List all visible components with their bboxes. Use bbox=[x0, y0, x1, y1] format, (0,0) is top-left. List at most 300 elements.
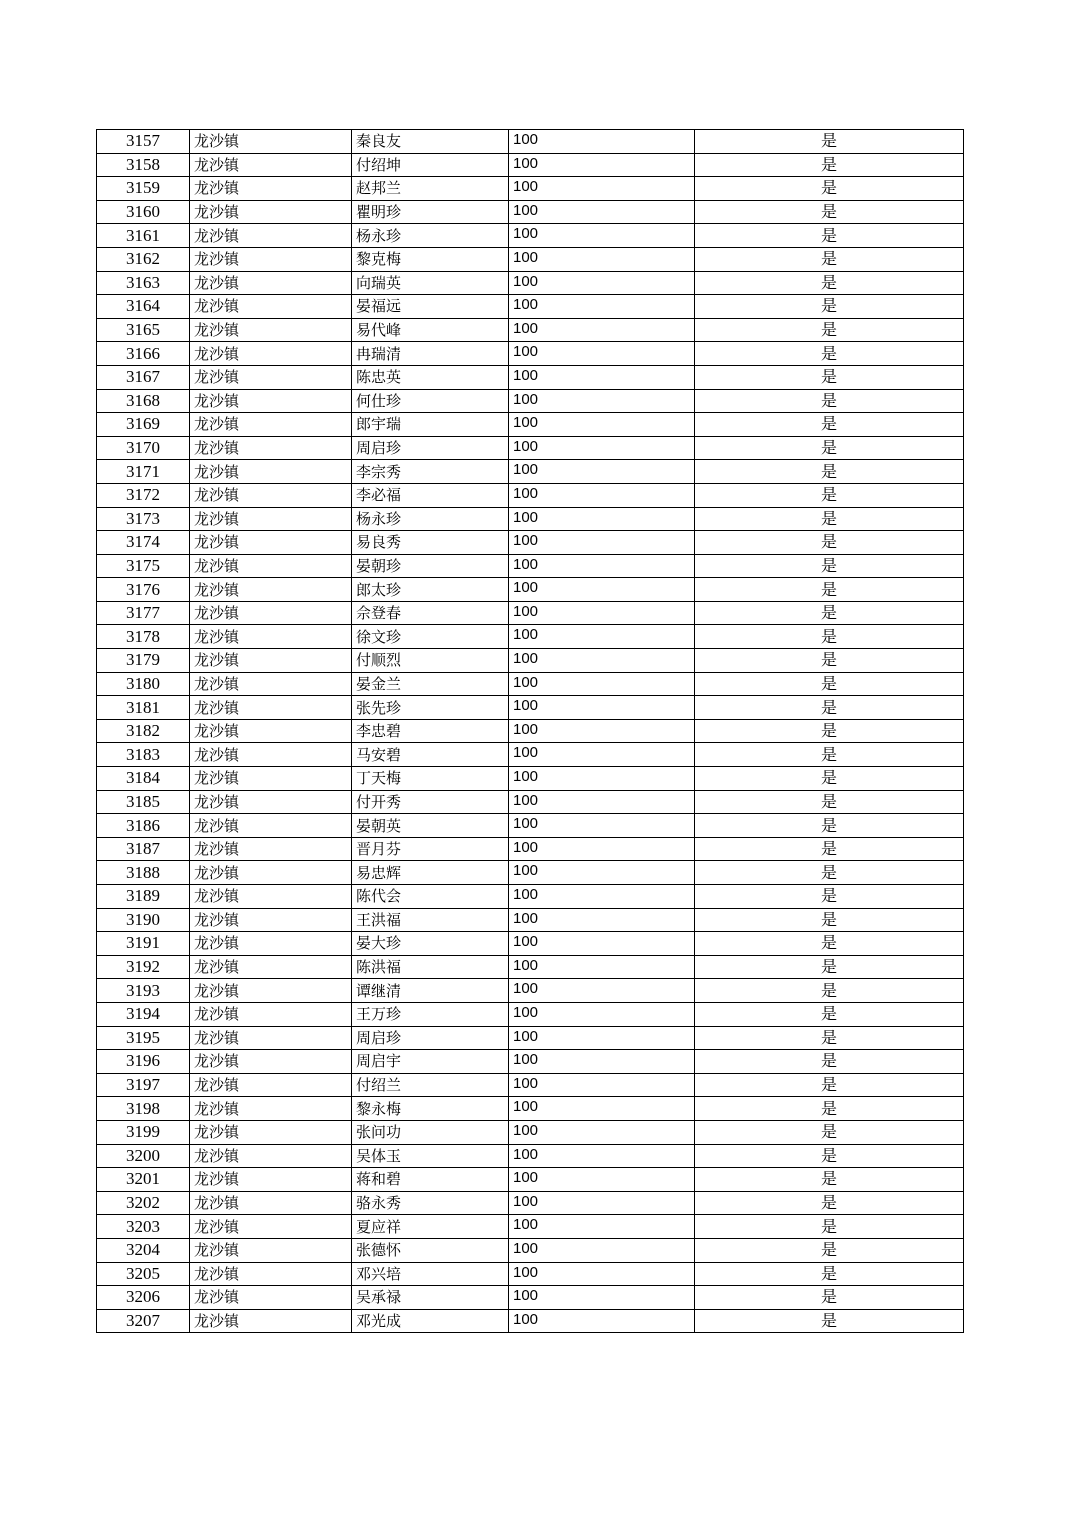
flag-cell: 是 bbox=[695, 247, 964, 271]
amount-cell: 100 bbox=[509, 271, 695, 295]
table-row bbox=[97, 436, 964, 460]
row-number-cell: 3162 bbox=[97, 247, 190, 271]
flag-cell: 是 bbox=[695, 1026, 964, 1050]
town-cell: 龙沙镇 bbox=[190, 318, 352, 342]
flag-cell: 是 bbox=[695, 932, 964, 956]
row-number-cell: 3181 bbox=[97, 696, 190, 720]
table-row bbox=[97, 625, 964, 649]
table-row bbox=[97, 413, 964, 437]
person-name-cell: 陈代会 bbox=[352, 885, 509, 909]
flag-cell: 是 bbox=[695, 696, 964, 720]
table-row bbox=[97, 365, 964, 389]
flag-cell: 是 bbox=[695, 649, 964, 673]
row-number-cell: 3183 bbox=[97, 743, 190, 767]
amount-cell: 100 bbox=[509, 979, 695, 1003]
table-row bbox=[97, 295, 964, 319]
flag-cell: 是 bbox=[695, 483, 964, 507]
flag-cell: 是 bbox=[695, 318, 964, 342]
amount-cell: 100 bbox=[509, 1286, 695, 1310]
row-number-cell: 3201 bbox=[97, 1168, 190, 1192]
person-name-cell: 李宗秀 bbox=[352, 460, 509, 484]
amount-cell: 100 bbox=[509, 1026, 695, 1050]
amount-cell: 100 bbox=[509, 578, 695, 602]
row-number-cell: 3160 bbox=[97, 200, 190, 224]
row-number-cell: 3167 bbox=[97, 365, 190, 389]
person-name-cell: 何仕珍 bbox=[352, 389, 509, 413]
town-cell: 龙沙镇 bbox=[190, 1309, 352, 1333]
amount-cell: 100 bbox=[509, 389, 695, 413]
row-number-cell: 3204 bbox=[97, 1238, 190, 1262]
person-name-cell: 徐文珍 bbox=[352, 625, 509, 649]
amount-cell: 100 bbox=[509, 861, 695, 885]
amount-cell: 100 bbox=[509, 200, 695, 224]
town-cell: 龙沙镇 bbox=[190, 554, 352, 578]
amount-cell: 100 bbox=[509, 790, 695, 814]
table-row bbox=[97, 1168, 964, 1192]
amount-cell: 100 bbox=[509, 625, 695, 649]
table-row bbox=[97, 177, 964, 201]
town-cell: 龙沙镇 bbox=[190, 365, 352, 389]
person-name-cell: 李必福 bbox=[352, 483, 509, 507]
table-row bbox=[97, 955, 964, 979]
flag-cell: 是 bbox=[695, 295, 964, 319]
amount-cell: 100 bbox=[509, 130, 695, 154]
data-table bbox=[96, 129, 964, 1333]
flag-cell: 是 bbox=[695, 719, 964, 743]
row-number-cell: 3189 bbox=[97, 885, 190, 909]
amount-cell: 100 bbox=[509, 837, 695, 861]
town-cell: 龙沙镇 bbox=[190, 908, 352, 932]
table-row bbox=[97, 649, 964, 673]
table-row bbox=[97, 908, 964, 932]
amount-cell: 100 bbox=[509, 1002, 695, 1026]
row-number-cell: 3197 bbox=[97, 1073, 190, 1097]
town-cell: 龙沙镇 bbox=[190, 979, 352, 1003]
person-name-cell: 丁天梅 bbox=[352, 767, 509, 791]
table-row bbox=[97, 932, 964, 956]
flag-cell: 是 bbox=[695, 224, 964, 248]
person-name-cell: 蒋和碧 bbox=[352, 1168, 509, 1192]
town-cell: 龙沙镇 bbox=[190, 342, 352, 366]
amount-cell: 100 bbox=[509, 460, 695, 484]
table-row bbox=[97, 1191, 964, 1215]
flag-cell: 是 bbox=[695, 413, 964, 437]
row-number-cell: 3175 bbox=[97, 554, 190, 578]
town-cell: 龙沙镇 bbox=[190, 649, 352, 673]
town-cell: 龙沙镇 bbox=[190, 483, 352, 507]
row-number-cell: 3170 bbox=[97, 436, 190, 460]
table-row bbox=[97, 1309, 964, 1333]
amount-cell: 100 bbox=[509, 1191, 695, 1215]
town-cell: 龙沙镇 bbox=[190, 1262, 352, 1286]
row-number-cell: 3194 bbox=[97, 1002, 190, 1026]
table-row bbox=[97, 861, 964, 885]
row-number-cell: 3199 bbox=[97, 1120, 190, 1144]
table-row bbox=[97, 531, 964, 555]
flag-cell: 是 bbox=[695, 814, 964, 838]
row-number-cell: 3168 bbox=[97, 389, 190, 413]
row-number-cell: 3164 bbox=[97, 295, 190, 319]
row-number-cell: 3163 bbox=[97, 271, 190, 295]
row-number-cell: 3177 bbox=[97, 601, 190, 625]
table-row bbox=[97, 979, 964, 1003]
row-number-cell: 3195 bbox=[97, 1026, 190, 1050]
person-name-cell: 付绍兰 bbox=[352, 1073, 509, 1097]
row-number-cell: 3174 bbox=[97, 531, 190, 555]
flag-cell: 是 bbox=[695, 908, 964, 932]
amount-cell: 100 bbox=[509, 743, 695, 767]
town-cell: 龙沙镇 bbox=[190, 1120, 352, 1144]
table-row bbox=[97, 247, 964, 271]
table-row bbox=[97, 153, 964, 177]
amount-cell: 100 bbox=[509, 153, 695, 177]
person-name-cell: 邓兴培 bbox=[352, 1262, 509, 1286]
flag-cell: 是 bbox=[695, 436, 964, 460]
amount-cell: 100 bbox=[509, 295, 695, 319]
amount-cell: 100 bbox=[509, 1050, 695, 1074]
town-cell: 龙沙镇 bbox=[190, 767, 352, 791]
person-name-cell: 瞿明珍 bbox=[352, 200, 509, 224]
row-number-cell: 3205 bbox=[97, 1262, 190, 1286]
row-number-cell: 3182 bbox=[97, 719, 190, 743]
flag-cell: 是 bbox=[695, 389, 964, 413]
amount-cell: 100 bbox=[509, 1144, 695, 1168]
row-number-cell: 3202 bbox=[97, 1191, 190, 1215]
town-cell: 龙沙镇 bbox=[190, 1238, 352, 1262]
person-name-cell: 杨永珍 bbox=[352, 224, 509, 248]
town-cell: 龙沙镇 bbox=[190, 295, 352, 319]
table-row bbox=[97, 696, 964, 720]
table-row bbox=[97, 814, 964, 838]
table-row bbox=[97, 1026, 964, 1050]
table-row bbox=[97, 1120, 964, 1144]
flag-cell: 是 bbox=[695, 1097, 964, 1121]
person-name-cell: 秦良友 bbox=[352, 130, 509, 154]
amount-cell: 100 bbox=[509, 436, 695, 460]
amount-cell: 100 bbox=[509, 413, 695, 437]
table-row bbox=[97, 483, 964, 507]
flag-cell: 是 bbox=[695, 979, 964, 1003]
town-cell: 龙沙镇 bbox=[190, 153, 352, 177]
row-number-cell: 3206 bbox=[97, 1286, 190, 1310]
town-cell: 龙沙镇 bbox=[190, 696, 352, 720]
person-name-cell: 郎宇瑞 bbox=[352, 413, 509, 437]
row-number-cell: 3192 bbox=[97, 955, 190, 979]
person-name-cell: 周启宇 bbox=[352, 1050, 509, 1074]
town-cell: 龙沙镇 bbox=[190, 1002, 352, 1026]
amount-cell: 100 bbox=[509, 1168, 695, 1192]
row-number-cell: 3166 bbox=[97, 342, 190, 366]
person-name-cell: 谭继清 bbox=[352, 979, 509, 1003]
flag-cell: 是 bbox=[695, 365, 964, 389]
town-cell: 龙沙镇 bbox=[190, 814, 352, 838]
row-number-cell: 3173 bbox=[97, 507, 190, 531]
flag-cell: 是 bbox=[695, 578, 964, 602]
person-name-cell: 杨永珍 bbox=[352, 507, 509, 531]
person-name-cell: 李忠碧 bbox=[352, 719, 509, 743]
flag-cell: 是 bbox=[695, 460, 964, 484]
amount-cell: 100 bbox=[509, 483, 695, 507]
row-number-cell: 3159 bbox=[97, 177, 190, 201]
amount-cell: 100 bbox=[509, 1120, 695, 1144]
amount-cell: 100 bbox=[509, 885, 695, 909]
flag-cell: 是 bbox=[695, 177, 964, 201]
table-row bbox=[97, 389, 964, 413]
row-number-cell: 3203 bbox=[97, 1215, 190, 1239]
table-row bbox=[97, 554, 964, 578]
person-name-cell: 晏大珍 bbox=[352, 932, 509, 956]
amount-cell: 100 bbox=[509, 1097, 695, 1121]
row-number-cell: 3180 bbox=[97, 672, 190, 696]
town-cell: 龙沙镇 bbox=[190, 200, 352, 224]
town-cell: 龙沙镇 bbox=[190, 460, 352, 484]
amount-cell: 100 bbox=[509, 318, 695, 342]
person-name-cell: 晏朝珍 bbox=[352, 554, 509, 578]
person-name-cell: 王万珍 bbox=[352, 1002, 509, 1026]
amount-cell: 100 bbox=[509, 814, 695, 838]
town-cell: 龙沙镇 bbox=[190, 885, 352, 909]
person-name-cell: 付绍坤 bbox=[352, 153, 509, 177]
town-cell: 龙沙镇 bbox=[190, 130, 352, 154]
amount-cell: 100 bbox=[509, 955, 695, 979]
flag-cell: 是 bbox=[695, 153, 964, 177]
town-cell: 龙沙镇 bbox=[190, 743, 352, 767]
person-name-cell: 张德怀 bbox=[352, 1238, 509, 1262]
person-name-cell: 王洪福 bbox=[352, 908, 509, 932]
person-name-cell: 晏金兰 bbox=[352, 672, 509, 696]
row-number-cell: 3193 bbox=[97, 979, 190, 1003]
table-row bbox=[97, 1262, 964, 1286]
flag-cell: 是 bbox=[695, 1120, 964, 1144]
town-cell: 龙沙镇 bbox=[190, 507, 352, 531]
flag-cell: 是 bbox=[695, 1050, 964, 1074]
person-name-cell: 易忠辉 bbox=[352, 861, 509, 885]
person-name-cell: 付顺烈 bbox=[352, 649, 509, 673]
table-row bbox=[97, 460, 964, 484]
flag-cell: 是 bbox=[695, 837, 964, 861]
flag-cell: 是 bbox=[695, 1215, 964, 1239]
flag-cell: 是 bbox=[695, 200, 964, 224]
town-cell: 龙沙镇 bbox=[190, 1073, 352, 1097]
table-row bbox=[97, 885, 964, 909]
table-row bbox=[97, 130, 964, 154]
flag-cell: 是 bbox=[695, 1144, 964, 1168]
town-cell: 龙沙镇 bbox=[190, 932, 352, 956]
person-name-cell: 郎太珍 bbox=[352, 578, 509, 602]
town-cell: 龙沙镇 bbox=[190, 1026, 352, 1050]
person-name-cell: 黎克梅 bbox=[352, 247, 509, 271]
person-name-cell: 黎永梅 bbox=[352, 1097, 509, 1121]
town-cell: 龙沙镇 bbox=[190, 719, 352, 743]
row-number-cell: 3186 bbox=[97, 814, 190, 838]
amount-cell: 100 bbox=[509, 601, 695, 625]
table-row bbox=[97, 507, 964, 531]
person-name-cell: 夏应祥 bbox=[352, 1215, 509, 1239]
table-row bbox=[97, 719, 964, 743]
town-cell: 龙沙镇 bbox=[190, 837, 352, 861]
flag-cell: 是 bbox=[695, 1238, 964, 1262]
row-number-cell: 3207 bbox=[97, 1309, 190, 1333]
flag-cell: 是 bbox=[695, 1309, 964, 1333]
town-cell: 龙沙镇 bbox=[190, 531, 352, 555]
row-number-cell: 3198 bbox=[97, 1097, 190, 1121]
person-name-cell: 赵邦兰 bbox=[352, 177, 509, 201]
amount-cell: 100 bbox=[509, 554, 695, 578]
table-row bbox=[97, 790, 964, 814]
flag-cell: 是 bbox=[695, 601, 964, 625]
table-row bbox=[97, 1002, 964, 1026]
town-cell: 龙沙镇 bbox=[190, 625, 352, 649]
town-cell: 龙沙镇 bbox=[190, 1097, 352, 1121]
amount-cell: 100 bbox=[509, 1215, 695, 1239]
row-number-cell: 3179 bbox=[97, 649, 190, 673]
table-row bbox=[97, 672, 964, 696]
table-row bbox=[97, 318, 964, 342]
amount-cell: 100 bbox=[509, 1073, 695, 1097]
person-name-cell: 邓光成 bbox=[352, 1309, 509, 1333]
person-name-cell: 马安碧 bbox=[352, 743, 509, 767]
person-name-cell: 陈洪福 bbox=[352, 955, 509, 979]
person-name-cell: 周启珍 bbox=[352, 1026, 509, 1050]
flag-cell: 是 bbox=[695, 130, 964, 154]
flag-cell: 是 bbox=[695, 1262, 964, 1286]
person-name-cell: 张问功 bbox=[352, 1120, 509, 1144]
town-cell: 龙沙镇 bbox=[190, 1168, 352, 1192]
row-number-cell: 3176 bbox=[97, 578, 190, 602]
row-number-cell: 3191 bbox=[97, 932, 190, 956]
table-row bbox=[97, 601, 964, 625]
person-name-cell: 晋月芬 bbox=[352, 837, 509, 861]
flag-cell: 是 bbox=[695, 271, 964, 295]
table-row bbox=[97, 224, 964, 248]
amount-cell: 100 bbox=[509, 365, 695, 389]
town-cell: 龙沙镇 bbox=[190, 955, 352, 979]
town-cell: 龙沙镇 bbox=[190, 436, 352, 460]
flag-cell: 是 bbox=[695, 767, 964, 791]
person-name-cell: 吴承禄 bbox=[352, 1286, 509, 1310]
person-name-cell: 易代峰 bbox=[352, 318, 509, 342]
table-row bbox=[97, 837, 964, 861]
table-row bbox=[97, 578, 964, 602]
town-cell: 龙沙镇 bbox=[190, 601, 352, 625]
row-number-cell: 3161 bbox=[97, 224, 190, 248]
row-number-cell: 3169 bbox=[97, 413, 190, 437]
person-name-cell: 易良秀 bbox=[352, 531, 509, 555]
amount-cell: 100 bbox=[509, 247, 695, 271]
person-name-cell: 晏福远 bbox=[352, 295, 509, 319]
row-number-cell: 3187 bbox=[97, 837, 190, 861]
town-cell: 龙沙镇 bbox=[190, 861, 352, 885]
amount-cell: 100 bbox=[509, 932, 695, 956]
person-name-cell: 周启珍 bbox=[352, 436, 509, 460]
table-row bbox=[97, 1238, 964, 1262]
flag-cell: 是 bbox=[695, 790, 964, 814]
flag-cell: 是 bbox=[695, 625, 964, 649]
row-number-cell: 3188 bbox=[97, 861, 190, 885]
town-cell: 龙沙镇 bbox=[190, 578, 352, 602]
amount-cell: 100 bbox=[509, 696, 695, 720]
person-name-cell: 冉瑞清 bbox=[352, 342, 509, 366]
flag-cell: 是 bbox=[695, 1168, 964, 1192]
amount-cell: 100 bbox=[509, 224, 695, 248]
flag-cell: 是 bbox=[695, 342, 964, 366]
table-row bbox=[97, 342, 964, 366]
flag-cell: 是 bbox=[695, 1073, 964, 1097]
town-cell: 龙沙镇 bbox=[190, 1286, 352, 1310]
table-row bbox=[97, 1050, 964, 1074]
person-name-cell: 吴体玉 bbox=[352, 1144, 509, 1168]
town-cell: 龙沙镇 bbox=[190, 247, 352, 271]
amount-cell: 100 bbox=[509, 531, 695, 555]
flag-cell: 是 bbox=[695, 554, 964, 578]
person-name-cell: 向瑞英 bbox=[352, 271, 509, 295]
town-cell: 龙沙镇 bbox=[190, 271, 352, 295]
flag-cell: 是 bbox=[695, 531, 964, 555]
row-number-cell: 3171 bbox=[97, 460, 190, 484]
amount-cell: 100 bbox=[509, 719, 695, 743]
row-number-cell: 3178 bbox=[97, 625, 190, 649]
table-row bbox=[97, 767, 964, 791]
row-number-cell: 3196 bbox=[97, 1050, 190, 1074]
amount-cell: 100 bbox=[509, 177, 695, 201]
row-number-cell: 3190 bbox=[97, 908, 190, 932]
person-name-cell: 陈忠英 bbox=[352, 365, 509, 389]
amount-cell: 100 bbox=[509, 908, 695, 932]
amount-cell: 100 bbox=[509, 672, 695, 696]
row-number-cell: 3172 bbox=[97, 483, 190, 507]
flag-cell: 是 bbox=[695, 885, 964, 909]
flag-cell: 是 bbox=[695, 861, 964, 885]
row-number-cell: 3165 bbox=[97, 318, 190, 342]
row-number-cell: 3200 bbox=[97, 1144, 190, 1168]
amount-cell: 100 bbox=[509, 767, 695, 791]
person-name-cell: 付开秀 bbox=[352, 790, 509, 814]
table-row bbox=[97, 271, 964, 295]
flag-cell: 是 bbox=[695, 743, 964, 767]
table-row bbox=[97, 1286, 964, 1310]
flag-cell: 是 bbox=[695, 1191, 964, 1215]
town-cell: 龙沙镇 bbox=[190, 1191, 352, 1215]
table-row bbox=[97, 1073, 964, 1097]
flag-cell: 是 bbox=[695, 672, 964, 696]
row-number-cell: 3185 bbox=[97, 790, 190, 814]
flag-cell: 是 bbox=[695, 507, 964, 531]
table-row bbox=[97, 200, 964, 224]
town-cell: 龙沙镇 bbox=[190, 790, 352, 814]
amount-cell: 100 bbox=[509, 1238, 695, 1262]
town-cell: 龙沙镇 bbox=[190, 224, 352, 248]
flag-cell: 是 bbox=[695, 1286, 964, 1310]
person-name-cell: 张先珍 bbox=[352, 696, 509, 720]
row-number-cell: 3158 bbox=[97, 153, 190, 177]
row-number-cell: 3184 bbox=[97, 767, 190, 791]
table-row bbox=[97, 1215, 964, 1239]
table-row bbox=[97, 1144, 964, 1168]
table-row bbox=[97, 743, 964, 767]
amount-cell: 100 bbox=[509, 1309, 695, 1333]
town-cell: 龙沙镇 bbox=[190, 177, 352, 201]
person-name-cell: 骆永秀 bbox=[352, 1191, 509, 1215]
amount-cell: 100 bbox=[509, 507, 695, 531]
person-name-cell: 晏朝英 bbox=[352, 814, 509, 838]
town-cell: 龙沙镇 bbox=[190, 1215, 352, 1239]
table-row bbox=[97, 1097, 964, 1121]
town-cell: 龙沙镇 bbox=[190, 1144, 352, 1168]
amount-cell: 100 bbox=[509, 649, 695, 673]
town-cell: 龙沙镇 bbox=[190, 1050, 352, 1074]
row-number-cell: 3157 bbox=[97, 130, 190, 154]
amount-cell: 100 bbox=[509, 342, 695, 366]
